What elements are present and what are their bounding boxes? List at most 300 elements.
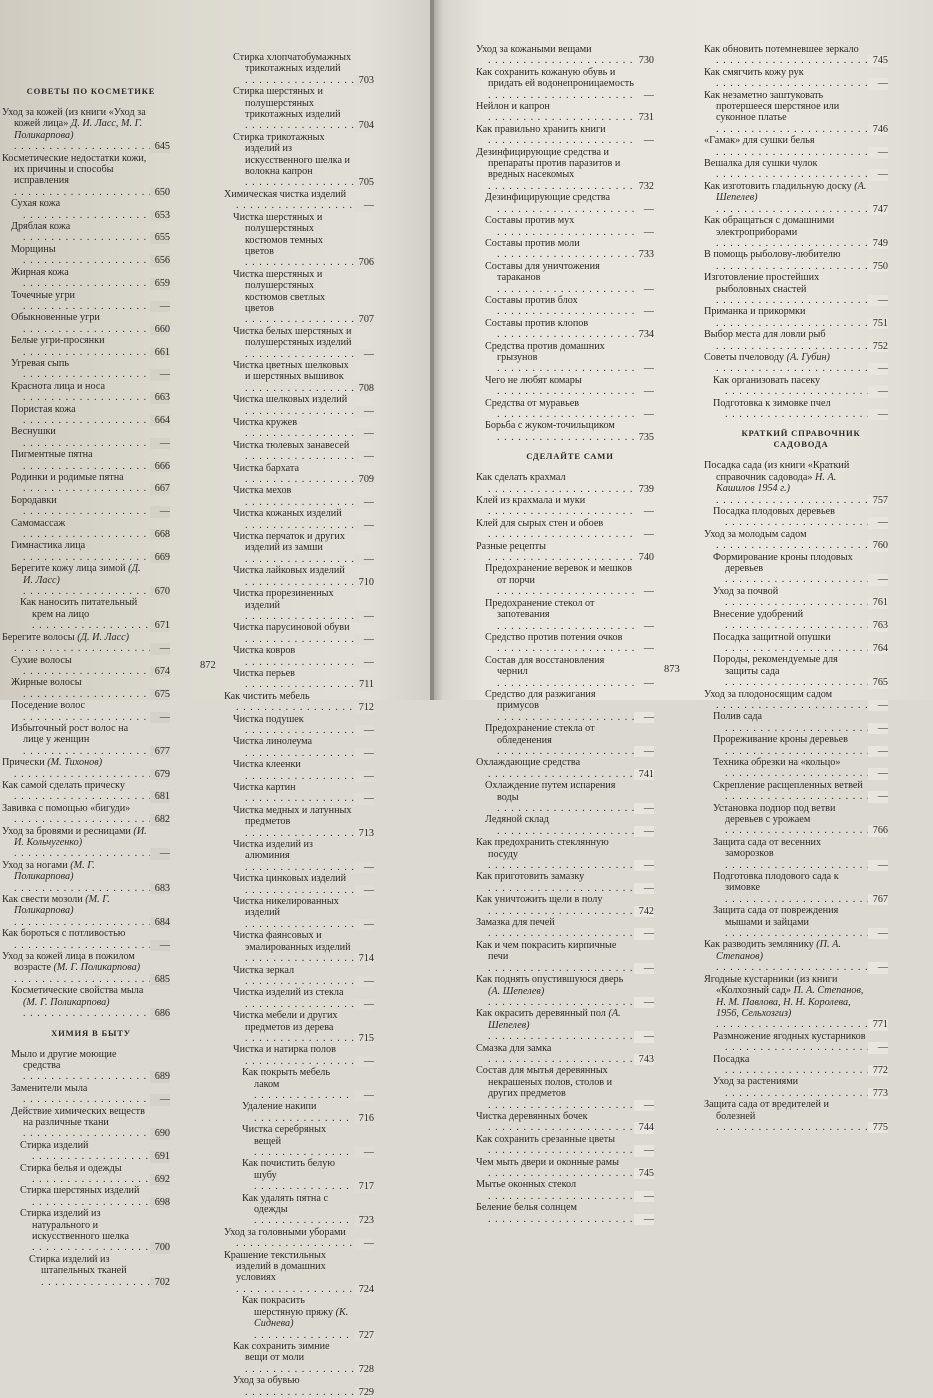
dot-leader xyxy=(716,341,888,352)
entry-title: Как поднять опустившуюся дверь xyxy=(476,974,624,986)
entry-page-number: 666 xyxy=(150,461,170,472)
entry-page-number: — xyxy=(354,1147,374,1158)
entry-title: Защита сада от вредителей и болезней xyxy=(704,1099,829,1122)
dot-leader xyxy=(488,883,654,894)
dot-leader xyxy=(497,329,654,340)
toc-entry xyxy=(2,335,170,358)
toc-entry xyxy=(2,221,170,244)
dot-leader xyxy=(716,363,888,374)
toc-entry xyxy=(476,940,654,974)
entry-page-number: 667 xyxy=(150,483,170,494)
entry-page-number: 735 xyxy=(634,432,654,443)
dot-leader xyxy=(23,1071,170,1082)
entry-page-number: — xyxy=(868,791,888,802)
entry-page-number: 675 xyxy=(150,689,170,700)
entry-title: Приманка и прикормки xyxy=(704,306,806,318)
entry-title: Чистка серебряных вещей xyxy=(242,1124,327,1147)
toc-entry xyxy=(224,588,374,622)
entry-title: Составы против блох xyxy=(485,294,578,306)
entry-page-number: — xyxy=(354,862,374,873)
dot-leader xyxy=(23,529,170,540)
entry-title: Предохранение стекла от обледенения xyxy=(485,723,595,746)
entry-title: Чистка тюлевых занавесей xyxy=(233,439,350,451)
toc-entry xyxy=(224,189,374,212)
entry-page-number: 707 xyxy=(354,314,374,325)
entry-page-number: — xyxy=(634,621,654,632)
entry-page-number: — xyxy=(150,506,170,517)
toc-entry xyxy=(476,655,654,689)
entry-title: Поседение волос xyxy=(11,700,86,712)
toc-entry xyxy=(224,1295,374,1341)
entry-page-number: — xyxy=(634,997,654,1008)
entry-title: Химическая чистка изделий xyxy=(224,188,347,200)
toc-entry xyxy=(476,1157,654,1180)
entry-author: (А. Шепелев) xyxy=(716,180,867,204)
toc-entry xyxy=(704,306,888,329)
toc-entry xyxy=(476,723,654,757)
dot-leader xyxy=(716,124,888,135)
entry-page-number: 659 xyxy=(150,278,170,289)
entry-title: Чистка цинковых изделий xyxy=(233,873,347,885)
entry-page-number: — xyxy=(354,611,374,622)
entry-page-number: 745 xyxy=(868,55,888,66)
dot-leader xyxy=(488,135,654,146)
entry-page-number: 710 xyxy=(354,577,374,588)
entry-title: Избыточный рост волос на лице у женщин xyxy=(11,722,129,746)
entry-title: Формирование кроны плодовых деревьев xyxy=(713,551,853,575)
toc-entry xyxy=(704,375,888,398)
entry-page-number: 749 xyxy=(868,238,888,249)
dot-leader xyxy=(497,712,654,723)
dot-leader xyxy=(497,803,654,814)
toc-entry xyxy=(476,563,654,597)
dot-leader xyxy=(488,55,654,66)
entry-title: Самомассаж xyxy=(11,517,66,529)
entry-page-number: 661 xyxy=(150,347,170,358)
dot-leader xyxy=(725,1065,888,1076)
entry-page-number: 731 xyxy=(634,112,654,123)
toc-entry xyxy=(224,531,374,565)
entry-title: Как обращаться с домашними электроприборами xyxy=(704,215,835,238)
entry-title: Стирка изделий из штапельных тканей xyxy=(29,1253,127,1277)
toc-entry xyxy=(704,780,888,803)
entry-title: Уход за растениями xyxy=(713,1076,799,1088)
entry-title: Посадка плодовых деревьев xyxy=(713,506,835,518)
toc-entry xyxy=(704,734,888,757)
dot-leader xyxy=(716,55,888,66)
entry-title: Как наносить питательный крем на лицо xyxy=(20,597,138,620)
toc-entry xyxy=(224,759,374,782)
entry-title: Чистка медных и латунных предметов xyxy=(233,804,352,828)
dot-leader xyxy=(725,517,888,528)
entry-title: Заменители мыла xyxy=(11,1082,88,1094)
entry-page-number: — xyxy=(634,928,654,939)
entry-title: Косметические свойства мыла xyxy=(11,985,144,997)
entry-title: Чистка деревянных бочек xyxy=(476,1110,588,1122)
entry-title: Уход за молодым садом xyxy=(704,528,807,540)
toc-entry xyxy=(704,460,888,506)
toc-entry xyxy=(704,757,888,780)
toc-entry xyxy=(476,871,654,894)
entry-title: Составы для уничтожения тараканов xyxy=(485,260,600,284)
toc-entry xyxy=(2,597,170,631)
toc-entry xyxy=(704,181,888,215)
dot-leader xyxy=(14,187,170,198)
entry-title: Беление белья солнцем xyxy=(476,1202,577,1214)
dot-leader xyxy=(497,204,654,215)
entry-title: Посадка сада (из книги «Краткий справочник садовода» xyxy=(704,460,850,483)
toc-entry xyxy=(704,837,888,871)
entry-page-number: 708 xyxy=(354,383,374,394)
entry-title: Уход за ногами xyxy=(2,859,68,871)
toc-entry xyxy=(224,417,374,440)
toc-entry xyxy=(224,1044,374,1067)
entry-page-number: — xyxy=(634,1214,654,1225)
entry-page-number: 709 xyxy=(354,474,374,485)
toc-entry xyxy=(704,44,888,67)
dot-leader xyxy=(497,643,654,654)
toc-entry xyxy=(224,565,374,588)
toc-entry xyxy=(476,1043,654,1066)
section-heading: СОВЕТЫ ПО КОСМЕТИКЕ xyxy=(26,86,156,96)
toc-entry xyxy=(476,541,654,564)
entry-page-number: — xyxy=(354,200,374,211)
dot-leader xyxy=(23,666,170,677)
entry-page-number: 683 xyxy=(150,883,170,894)
toc-entry xyxy=(224,1124,374,1158)
entry-page-number: — xyxy=(150,940,170,951)
toc-entry xyxy=(224,212,374,269)
toc-entry xyxy=(2,1049,170,1083)
toc-entry xyxy=(704,352,888,375)
entry-title: Составы против мух xyxy=(485,215,575,227)
entry-title: Охлаждение путем испарения воды xyxy=(485,780,616,803)
toc-entry xyxy=(224,668,374,691)
entry-title: Подготовка к зимовке пчел xyxy=(713,397,831,409)
toc-entry xyxy=(2,803,170,826)
dot-leader xyxy=(488,90,654,101)
toc-entry xyxy=(2,472,170,495)
entry-title: Чистка зеркал xyxy=(233,964,295,976)
entry-title: Сухая кожа xyxy=(11,198,61,210)
entry-title: Стирка изделий xyxy=(20,1139,89,1151)
entry-page-number: — xyxy=(354,999,374,1010)
entry-title: Пористая кожа xyxy=(11,403,76,415)
entry-author: (М. Г. Поликарпова) xyxy=(14,894,110,917)
entry-page-number: — xyxy=(354,520,374,531)
toc-column-3 xyxy=(476,44,654,1225)
entry-page-number: 682 xyxy=(150,814,170,825)
dot-leader xyxy=(488,1168,654,1179)
toc-entry xyxy=(2,107,170,153)
toc-entry xyxy=(224,1010,374,1044)
entry-title: Чистка изделий из алюминия xyxy=(233,839,313,862)
toc-entry xyxy=(224,1158,374,1192)
toc-entry xyxy=(704,1031,888,1054)
entry-page-number: — xyxy=(354,428,374,439)
entry-title: Чистка ковров xyxy=(233,645,296,657)
toc-entry xyxy=(476,101,654,124)
entry-page-number: — xyxy=(868,1042,888,1053)
dot-leader xyxy=(716,169,888,180)
entry-title: Внесение удобрений xyxy=(713,608,804,620)
toc-entry xyxy=(2,198,170,221)
toc-entry xyxy=(476,420,654,443)
entry-title: Крашение текстильных изделий в домашних условиях xyxy=(224,1249,326,1284)
entry-title: Стирка изделий из натурального и искусственного шелка xyxy=(20,1208,129,1242)
entry-title: Прореживание кроны деревьев xyxy=(713,734,848,746)
entry-page-number: 685 xyxy=(150,974,170,985)
toc-entry xyxy=(2,563,170,597)
dot-leader xyxy=(725,574,888,585)
entry-page-number: — xyxy=(634,1031,654,1042)
entry-page-number: — xyxy=(150,848,170,859)
entry-title: Прически xyxy=(2,757,45,769)
toc-entry xyxy=(224,930,374,964)
entry-page-number: — xyxy=(634,529,654,540)
toc-entry xyxy=(224,52,374,86)
entry-page-number: — xyxy=(150,438,170,449)
toc-entry xyxy=(2,1185,170,1208)
entry-page-number: 664 xyxy=(150,415,170,426)
entry-title: Состав для восстановления чернил xyxy=(485,654,605,678)
dot-leader xyxy=(23,461,170,472)
dot-leader xyxy=(497,249,654,260)
entry-page-number: 669 xyxy=(150,552,170,563)
dot-leader xyxy=(23,438,170,449)
entry-title: Чистка шерстяных и полушерстяных костюмов светлых цветов xyxy=(233,268,326,314)
entry-page-number: 712 xyxy=(354,702,374,713)
entry-title: Завивка с помощью «бигуди» xyxy=(2,802,131,814)
entry-title: Выбор места для ловли рыб xyxy=(704,329,826,341)
entry-page-number: — xyxy=(868,723,888,734)
entry-author: (Д. И. Ласс) xyxy=(77,631,130,643)
dot-leader xyxy=(725,677,888,688)
entry-page-number: 729 xyxy=(354,1387,374,1398)
entry-title: Стирка хлопчатобумажных трикотажных изделий xyxy=(233,52,352,75)
entry-page-number: 677 xyxy=(150,746,170,757)
dot-leader xyxy=(716,318,888,329)
entry-page-number: 741 xyxy=(634,769,654,780)
dot-leader xyxy=(23,586,170,597)
entry-page-number: — xyxy=(634,860,654,871)
entry-page-number: 706 xyxy=(354,257,374,268)
entry-title: Чистка цветных шелковых и шерстяных вышивок xyxy=(233,359,349,383)
toc-entry xyxy=(476,837,654,871)
toc-entry xyxy=(476,398,654,421)
entry-author: (А. Губин) xyxy=(786,351,830,363)
dot-leader xyxy=(23,506,170,517)
dot-leader xyxy=(497,678,654,689)
entry-title: Дезинфицирующие средства xyxy=(485,192,610,204)
entry-title: Чистка подушек xyxy=(233,713,304,725)
entry-author: (П. А. Степанов) xyxy=(716,939,841,962)
toc-entry xyxy=(2,153,170,199)
toc-entry xyxy=(704,158,888,181)
entry-page-number: — xyxy=(354,725,374,736)
dot-leader xyxy=(488,1054,654,1065)
entry-title: Чистка парусиновой обуви xyxy=(233,622,350,634)
entry-title: Уход за кожаными вещами xyxy=(476,44,592,55)
entry-title: Уход за почвой xyxy=(713,585,779,597)
entry-title: Чистка мебели и других предметов из дерева xyxy=(233,1010,338,1033)
entry-page-number: — xyxy=(354,657,374,668)
toc-entry xyxy=(224,987,374,1010)
toc-entry xyxy=(476,124,654,147)
entry-page-number: — xyxy=(634,826,654,837)
toc-entry xyxy=(224,485,374,508)
toc-entry xyxy=(476,192,654,215)
entry-page-number: 660 xyxy=(150,324,170,335)
dot-leader xyxy=(23,712,170,723)
entry-title: Как приготовить замазку xyxy=(476,871,585,883)
toc-entry xyxy=(224,805,374,839)
entry-title: Ягодные кустарники (из книги «Колхозный сад» xyxy=(704,973,838,997)
entry-page-number: — xyxy=(634,643,654,654)
dot-leader xyxy=(716,295,888,306)
entry-page-number: — xyxy=(868,574,888,585)
book-spine xyxy=(430,0,434,700)
entry-title: Клей для сырых стен и обоев xyxy=(476,517,604,529)
toc-entry xyxy=(476,1065,654,1111)
dot-leader xyxy=(716,238,888,249)
toc-entry xyxy=(2,655,170,678)
entry-page-number: 775 xyxy=(868,1122,888,1133)
toc-entry xyxy=(2,1163,170,1186)
entry-page-number: — xyxy=(868,700,888,711)
toc-entry xyxy=(2,404,170,427)
entry-title: Дряблая кожа xyxy=(11,221,71,233)
dot-leader xyxy=(725,746,888,757)
entry-title: «Гамак» для сушки белья xyxy=(704,135,815,147)
entry-title: Средство против потения очков xyxy=(485,631,623,643)
entry-page-number: — xyxy=(150,301,170,312)
dot-leader xyxy=(497,621,654,632)
entry-page-number: 716 xyxy=(354,1113,374,1124)
toc-entry xyxy=(704,654,888,688)
dot-leader xyxy=(725,1042,888,1053)
entry-page-number: 663 xyxy=(150,392,170,403)
dot-leader xyxy=(725,894,888,905)
toc-entry xyxy=(476,67,654,101)
entry-page-number: 766 xyxy=(868,825,888,836)
dot-leader xyxy=(488,484,654,495)
toc-entry xyxy=(2,290,170,313)
entry-title: Защита сада от весенних заморозков xyxy=(713,836,822,860)
dot-leader xyxy=(23,278,170,289)
entry-page-number: 656 xyxy=(150,255,170,266)
dot-leader xyxy=(23,210,170,221)
entry-title: Пигментные пятна xyxy=(11,449,93,461)
dot-leader xyxy=(497,386,654,397)
entry-page-number: 674 xyxy=(150,666,170,677)
entry-page-number: — xyxy=(634,803,654,814)
dot-leader xyxy=(14,769,170,780)
toc-entry xyxy=(2,426,170,449)
dot-leader xyxy=(725,928,888,939)
toc-entry xyxy=(2,928,170,951)
toc-entry xyxy=(476,215,654,238)
section-heading: ХИМИЯ В БЫТУ xyxy=(51,1027,131,1038)
toc-entry xyxy=(704,711,888,734)
entry-page-number: 747 xyxy=(868,204,888,215)
entry-title: Как чистить мебель xyxy=(224,690,310,702)
toc-entry xyxy=(2,780,170,803)
entry-page-number: 728 xyxy=(354,1364,374,1375)
dot-leader xyxy=(716,495,888,506)
toc-entry xyxy=(476,1111,654,1134)
toc-entry xyxy=(2,677,170,700)
entry-title: Мыло и другие моющие средства xyxy=(11,1048,117,1071)
toc-entry xyxy=(2,826,170,860)
entry-page-number: — xyxy=(354,634,374,645)
entry-page-number: — xyxy=(150,643,170,654)
dot-leader xyxy=(716,540,888,551)
dot-leader xyxy=(23,1008,170,1019)
dot-leader xyxy=(716,962,888,973)
entry-page-number: 705 xyxy=(354,177,374,188)
entry-page-number: — xyxy=(354,748,374,759)
entry-title: Чистка мехов xyxy=(233,485,292,497)
toc-entry xyxy=(476,44,654,67)
entry-page-number: — xyxy=(354,497,374,508)
dot-leader xyxy=(725,825,888,836)
dot-leader xyxy=(497,746,654,757)
toc-entry xyxy=(476,341,654,375)
toc-entry xyxy=(476,757,654,780)
toc-entry xyxy=(224,508,374,531)
dot-leader xyxy=(23,689,170,700)
toc-entry xyxy=(2,449,170,472)
dot-leader xyxy=(23,746,170,757)
dot-leader xyxy=(23,369,170,380)
dot-leader xyxy=(725,386,888,397)
entry-title: Чистка белых шерстяных и полушерстяных изделий xyxy=(233,325,352,349)
entry-title: Составы против моли xyxy=(485,237,580,249)
entry-title: Как бороться с потливостью xyxy=(2,928,126,940)
entry-title: Дезинфицирующие средства и препараты против паразитов и вредных насекомых xyxy=(476,146,621,181)
entry-author: Н. А. Кашилов 1954 г.) xyxy=(716,471,837,495)
entry-page-number: — xyxy=(634,712,654,723)
entry-title: Как изготовить гладильную доску xyxy=(704,180,852,192)
entry-page-number: — xyxy=(634,306,654,317)
entry-author: (И. И. Кольчугенко) xyxy=(14,825,147,848)
dot-leader xyxy=(23,347,170,358)
entry-page-number: — xyxy=(354,554,374,565)
toc-entry xyxy=(224,394,374,417)
entry-page-number: — xyxy=(868,928,888,939)
entry-title: Мытье оконных стекол xyxy=(476,1179,577,1191)
entry-page-number: 772 xyxy=(868,1065,888,1076)
entry-page-number: 714 xyxy=(354,953,374,964)
entry-title: Борьба с жуком-точильщиком xyxy=(485,420,615,432)
toc-entry xyxy=(704,1054,888,1077)
entry-page-number: — xyxy=(634,135,654,146)
dot-leader xyxy=(488,1145,654,1156)
toc-entry xyxy=(704,329,888,352)
toc-entry xyxy=(476,1134,654,1157)
toc-entry xyxy=(224,1341,374,1375)
entry-page-number: 763 xyxy=(868,620,888,631)
entry-page-number: 724 xyxy=(354,1284,374,1295)
entry-title: Как организовать пасеку xyxy=(713,374,821,386)
toc-entry xyxy=(224,1227,374,1250)
entry-title: Сухие волосы xyxy=(11,654,72,666)
entry-title: Предохранение стекол от запотевания xyxy=(485,597,595,621)
entry-title: Веснушки xyxy=(11,426,56,438)
dot-leader xyxy=(488,906,654,917)
entry-page-number: — xyxy=(354,1056,374,1067)
